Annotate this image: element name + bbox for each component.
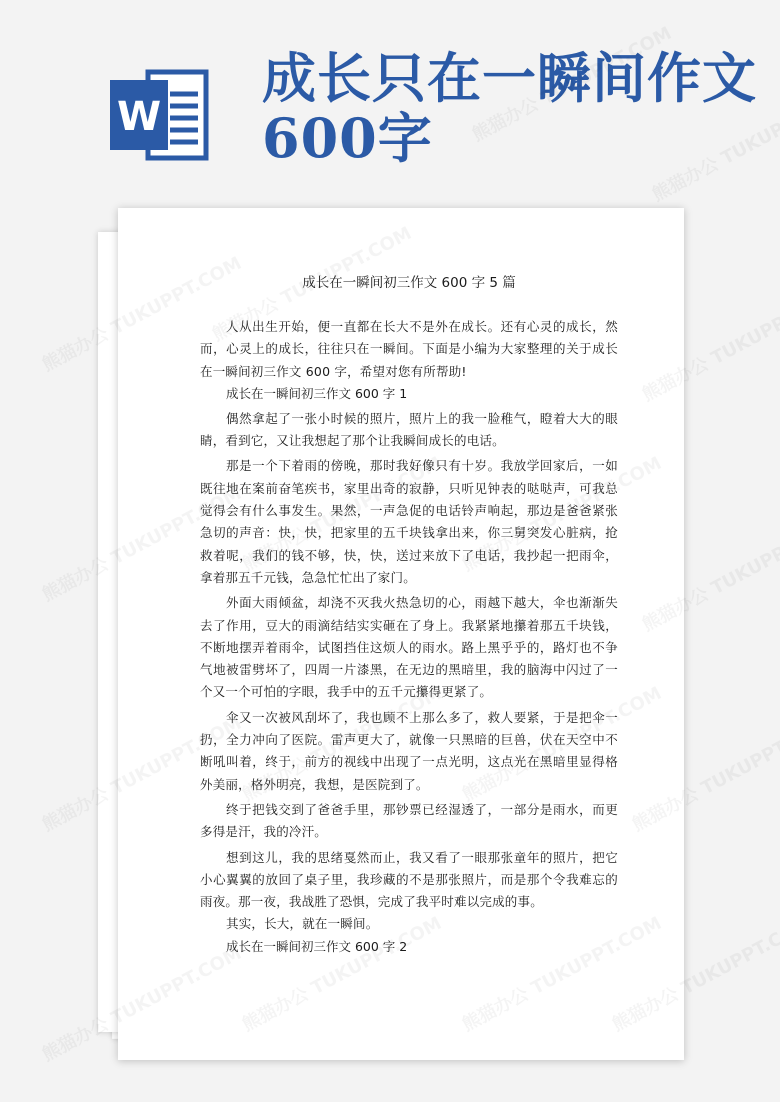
paragraph: 外面大雨倾盆，却浇不灭我火热急切的心，雨越下越大，伞也渐渐失去了作用，豆大的雨滴结结实实砸在了身上。我紧紧地攥着那五千块钱，不断地摆弄着雨伞，试图挡住这烦人的雨水。路上黑乎乎的，路灯也不争气地被雷劈坏了，四周一片漆黑，在无边的黑暗里，我的脑海中闪过了一个又一个可怕的字眼，我手中的五千元攥得更紧了。 (200, 595, 618, 700)
paragraph: 伞又一次被风刮坏了，我也顾不上那么多了，救人要紧，于是把伞一扔，全力冲向了医院。雷声更大了，就像一只黑暗的巨兽，伏在天空中不断吼叫着，终于，前方的视线中出现了一点光明，这点光在黑暗里显得格外美丽，格外明亮，我想，是医院到了。 (200, 709, 618, 792)
page-header (0, 0, 780, 200)
paragraph: 想到这儿，我的思绪戛然而止，我又看了一眼那张童年的照片，把它小心翼翼的放回了桌子里，我珍藏的不是那张照片，而是那个令我难忘的雨夜。那一夜，我战胜了恐惧，完成了我平时难以完成的事。 (200, 849, 618, 910)
page-title: 成长只在一瞬间作文600字 (262, 46, 757, 170)
paragraph: 偶然拿起了一张小时候的照片，照片上的我一脸稚气，瞪着大大的眼睛，看到它，又让我想起了那个让我瞬间成长的电话。 (200, 410, 618, 449)
paragraph: 终于把钱交到了爸爸手里，那钞票已经湿透了，一部分是雨水，而更多得是汗，我的冷汗。 (200, 801, 618, 840)
paragraph: 其实，长大，就在一瞬间。 (226, 916, 379, 932)
document-title: 成长在一瞬间初三作文 600 字 5 篇 (302, 275, 516, 291)
section-heading-1: 成长在一瞬间初三作文 600 字 1 (226, 385, 408, 401)
paragraph-intro: 人从出生开始，便一直都在长大不是外在成长。还有心灵的成长，然而，心灵上的成长，往往只在一瞬间。下面是小编为大家整理的关于成长在一瞬间初三作文 600 字，希望对您有所帮助! (200, 319, 618, 379)
paragraph: 那是一个下着雨的傍晚，那时我好像只有十岁。我放学回家后，一如既往地在案前奋笔疾书，家里出奇的寂静，只听见钟表的哒哒声，可我总觉得会有什么事发生。果然，一声急促的电话铃声响起，那边是爸爸紧张急切的声音：快，快，把家里的五千块钱拿出来，你三舅突发心脏病，抢救着呢，我们的钱不够，快，快，送过来放下了电话，我抄起一把雨伞，拿着那五千元钱，急急忙忙出了家门。 (200, 458, 618, 585)
word-document-icon (108, 66, 210, 164)
document-body (200, 270, 618, 960)
section-heading-2: 成长在一瞬间初三作文 600 字 2 (226, 938, 408, 954)
word-icon-letter: W (116, 94, 162, 140)
